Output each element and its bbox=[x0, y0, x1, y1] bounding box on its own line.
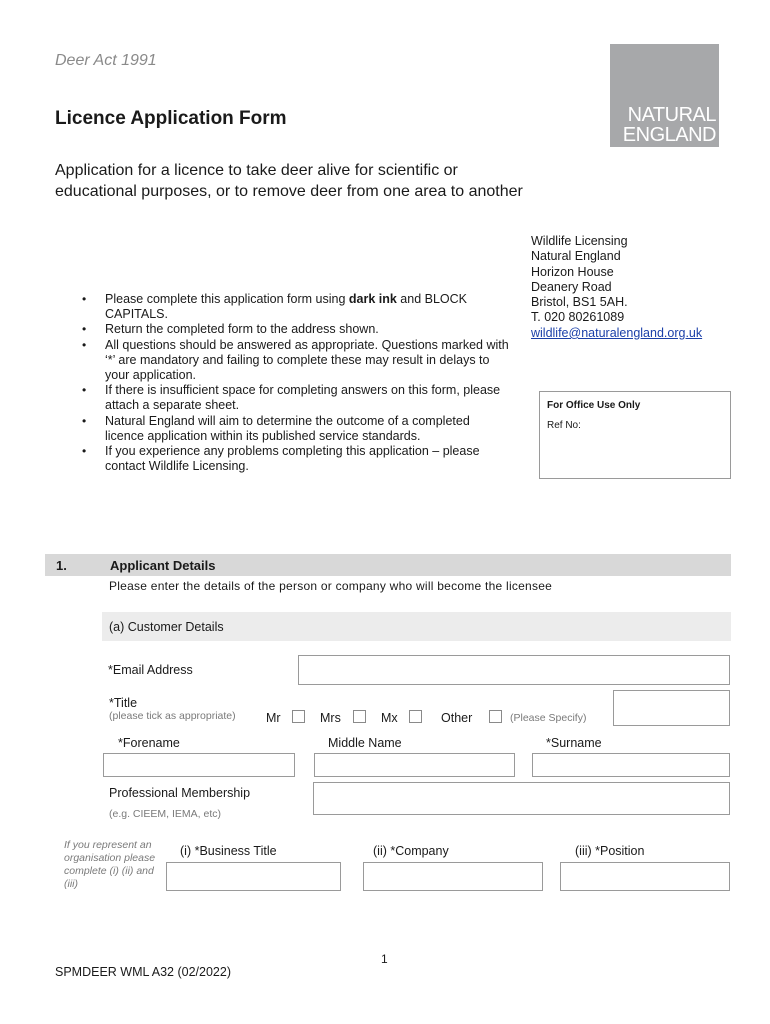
email-label: *Email Address bbox=[108, 663, 193, 677]
act-title: Deer Act 1991 bbox=[55, 52, 157, 69]
title-other-checkbox[interactable] bbox=[489, 710, 502, 723]
title-other-specify-field[interactable] bbox=[613, 690, 730, 726]
instruction-item: • Natural England will aim to determine the outcome of a completed licence application within its published service standards. bbox=[82, 414, 512, 444]
title-mrs-checkbox[interactable] bbox=[353, 710, 366, 723]
membership-field[interactable] bbox=[313, 782, 730, 815]
business-title-field[interactable] bbox=[166, 862, 341, 891]
natural-england-logo bbox=[610, 44, 719, 147]
address-line: Natural England bbox=[531, 249, 621, 264]
address-line: Horizon House bbox=[531, 264, 614, 279]
surname-label: *Surname bbox=[546, 736, 602, 750]
subtitle-line-2: educational purposes, or to remove deer from one area to another bbox=[55, 183, 523, 200]
title-label: *Title bbox=[109, 696, 138, 710]
surname-field[interactable] bbox=[532, 753, 730, 777]
subtitle-line-1: Application for a licence to take deer alive for scientific or bbox=[55, 162, 458, 179]
middle-name-field[interactable] bbox=[314, 753, 515, 777]
title-option-other-label: Other bbox=[441, 711, 473, 725]
section-title: Applicant Details bbox=[110, 558, 216, 573]
title-mr-checkbox[interactable] bbox=[292, 710, 305, 723]
company-field[interactable] bbox=[363, 862, 543, 891]
logo-text-england: ENGLAND bbox=[622, 124, 716, 146]
membership-label: Professional Membership bbox=[109, 786, 251, 800]
subsection-customer-details bbox=[102, 612, 731, 641]
position-field[interactable] bbox=[560, 862, 730, 891]
form-code: SPMDEER WML A32 (02/2022) bbox=[55, 965, 231, 979]
page-number: 1 bbox=[381, 952, 388, 966]
logo-text-natural: NATURAL bbox=[627, 104, 716, 126]
organisation-note: If you represent an organisation please complete (i) (ii) and (iii) bbox=[64, 839, 156, 890]
business-title-label: (i) *Business Title bbox=[180, 844, 277, 858]
instruction-item: • If there is insufficient space for completing answers on this form, please attach a separate sheet. bbox=[82, 383, 512, 413]
title-option-mrs-label: Mrs bbox=[320, 711, 341, 725]
form-subtitle bbox=[55, 160, 595, 202]
address-line: Bristol, BS1 5AH. bbox=[531, 295, 628, 310]
office-use-box bbox=[539, 391, 731, 479]
address-phone: T. 020 80261089 bbox=[531, 310, 625, 325]
section-header-applicant-details bbox=[45, 554, 731, 576]
company-label: (ii) *Company bbox=[373, 844, 449, 858]
section-description: Please enter the details of the person or company who will become the licensee bbox=[109, 579, 553, 593]
middle-name-label: Middle Name bbox=[328, 736, 402, 750]
address-block bbox=[531, 234, 702, 341]
instruction-item: • Please complete this application form using dark ink and BLOCK CAPITALS. bbox=[82, 292, 512, 322]
position-label: (iii) *Position bbox=[575, 844, 645, 858]
email-field[interactable] bbox=[298, 655, 730, 685]
membership-hint: (e.g. CIEEM, IEMA, etc) bbox=[109, 808, 222, 820]
address-line: Wildlife Licensing bbox=[531, 234, 628, 248]
section-number: 1. bbox=[56, 558, 67, 573]
ref-no-label: Ref No: bbox=[547, 420, 581, 431]
other-specify-hint: (Please Specify) bbox=[510, 712, 587, 724]
title-option-mx-label: Mx bbox=[381, 711, 398, 725]
instruction-item: • If you experience any problems completing this application – please contact Wildlife Licensing. bbox=[82, 444, 512, 474]
instruction-item: • Return the completed form to the address shown. bbox=[82, 322, 512, 337]
instructions-list bbox=[82, 292, 512, 474]
address-line: Deanery Road bbox=[531, 279, 612, 294]
title-hint: (please tick as appropriate) bbox=[109, 710, 236, 722]
address-email-link[interactable]: wildlife@naturalengland.org.uk bbox=[531, 325, 703, 340]
subsection-title: (a) Customer Details bbox=[109, 620, 224, 634]
title-mx-checkbox[interactable] bbox=[409, 710, 422, 723]
title-option-mr-label: Mr bbox=[266, 711, 281, 725]
form-title: Licence Application Form bbox=[55, 108, 287, 129]
forename-field[interactable] bbox=[103, 753, 295, 777]
forename-label: *Forename bbox=[118, 736, 180, 750]
office-use-title: For Office Use Only bbox=[547, 400, 641, 411]
instruction-item: • All questions should be answered as appropriate. Questions marked with ‘*’ are mandatory and failing to complete these may result in delays to your application. bbox=[82, 338, 512, 384]
